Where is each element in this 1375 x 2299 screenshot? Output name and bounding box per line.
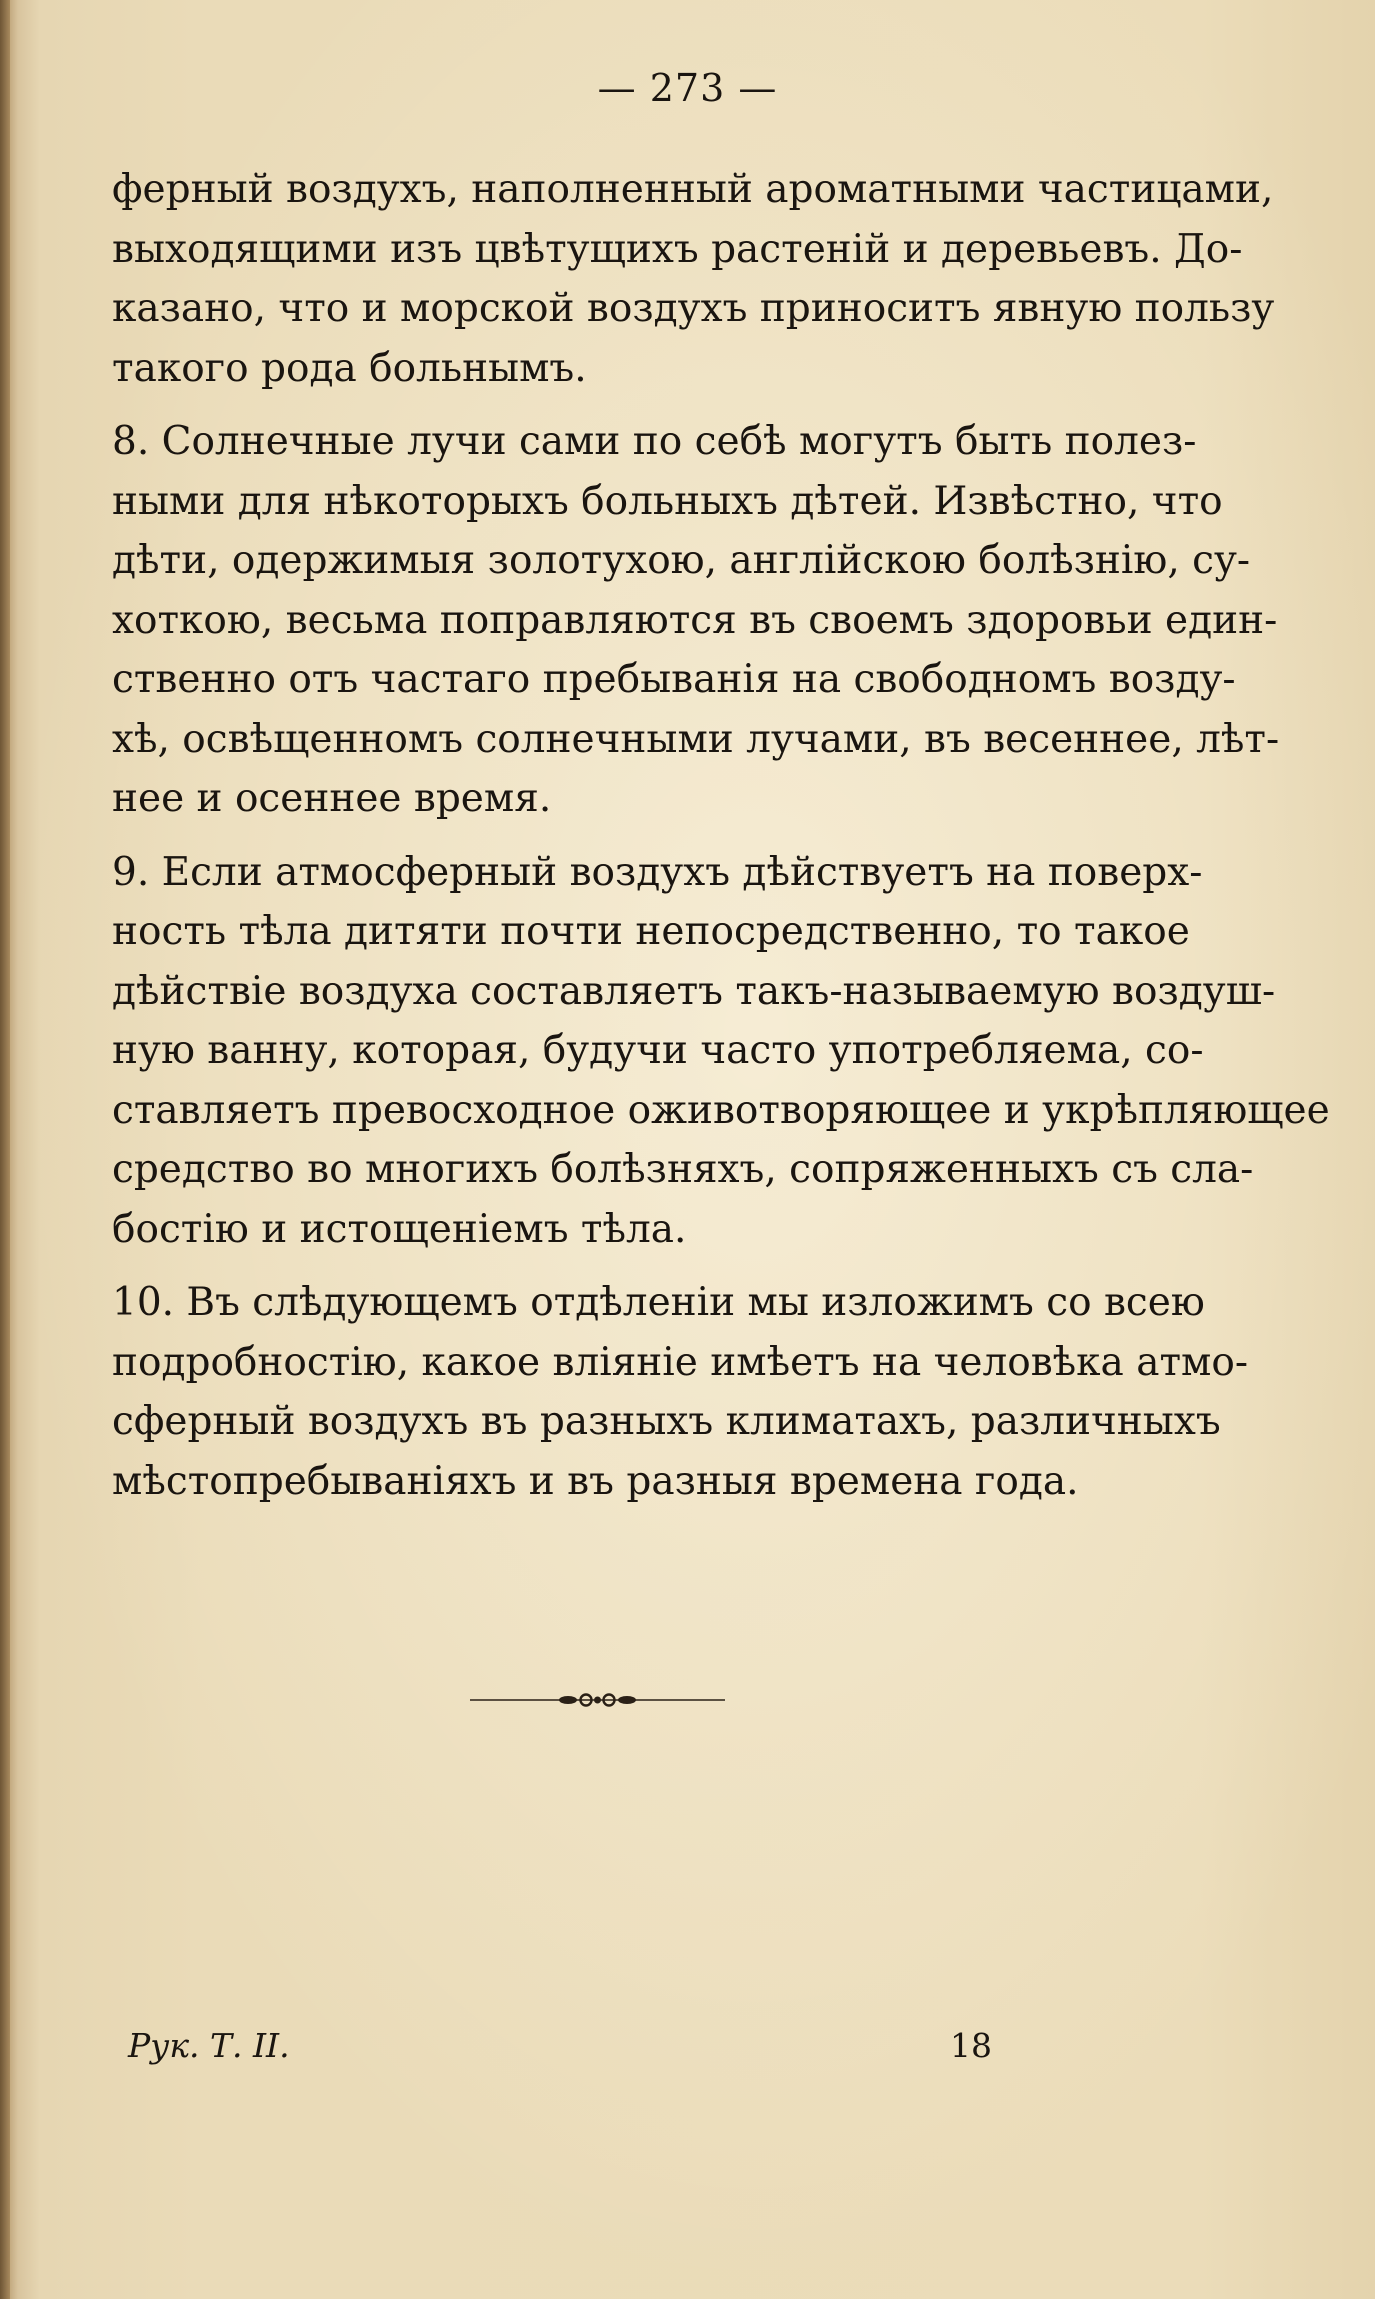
text-line: выходящими изъ цвѣтущихъ растеній и деревьевъ. До- — [112, 226, 1243, 272]
ornament-divider-icon — [470, 1690, 725, 1710]
footer-sheet-number: 18 — [950, 2026, 992, 2065]
page-number: — 273 — — [597, 66, 778, 110]
text-line: ными для нѣкоторыхъ больныхъ дѣтей. Извѣстно, что — [112, 478, 1223, 524]
paragraph-10 — [112, 1273, 1249, 1511]
text-line: дѣйствіе воздуха составляетъ такъ-называемую воздуш- — [112, 968, 1276, 1014]
text-line: ность тѣла дитяти почти непосредственно, то такое — [112, 909, 1190, 954]
text-line: 8. Солнечные лучи сами по себѣ могутъ быть полез- — [112, 419, 1197, 464]
text-line: подробностію, какое вліяніе имѣетъ на человѣка атмо- — [112, 1339, 1249, 1385]
text-line: хѣ, освѣщенномъ солнечными лучами, въ весеннее, лѣт- — [112, 716, 1280, 762]
footer-signature: Рук. Т. II. — [128, 2026, 290, 2065]
text-line: сферный воздухъ въ разныхъ климатахъ, различныхъ — [112, 1399, 1221, 1444]
paragraph-8 — [112, 412, 1280, 829]
text-line: мѣстопребываніяхъ и въ разныя времена года. — [112, 1458, 1079, 1504]
text-line: ную ванну, которая, будучи часто употребляема, со- — [112, 1028, 1204, 1073]
text-line: ферный воздухъ, наполненный ароматными частицами, — [112, 167, 1274, 212]
text-line: казано, что и морской воздухъ приноситъ явную пользу — [112, 286, 1275, 331]
text-line: ставляетъ превосходное оживотворяющее и укрѣпляющее — [112, 1087, 1330, 1133]
text-line: такого рода больнымъ. — [112, 345, 587, 391]
text-line: нее и осеннее время. — [112, 776, 552, 821]
text-line: ственно отъ частаго пребыванія на свободномъ возду- — [112, 657, 1236, 702]
text-line: хоткою, весьма поправляются въ своемъ здоровьи един- — [112, 597, 1278, 643]
paragraph-9 — [112, 843, 1330, 1260]
text-line: бостію и истощеніемъ тѣла. — [112, 1206, 687, 1252]
text-line: 9. Если атмосферный воздухъ дѣйствуетъ на поверх- — [112, 849, 1203, 895]
binding-edge — [0, 0, 10, 2299]
paragraph-continuation — [112, 160, 1275, 398]
text-line: дѣти, одержимыя золотухою, англійскою болѣзнію, су- — [112, 538, 1251, 583]
text-line: средство во многихъ болѣзняхъ, сопряженныхъ съ сла- — [112, 1147, 1254, 1192]
body-text — [112, 160, 1330, 1511]
text-line: 10. Въ слѣдующемъ отдѣленіи мы изложимъ со всею — [112, 1280, 1205, 1325]
